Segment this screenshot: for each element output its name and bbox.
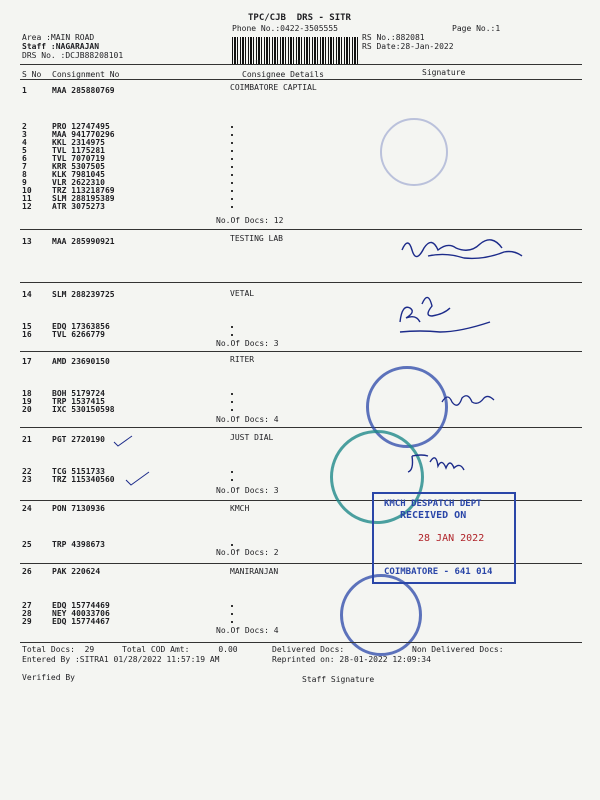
phone-number: Phone No.:0422-3505555 [232,24,338,33]
consignee-dot [231,182,233,184]
group-divider [20,351,582,352]
docs-count: No.Of Docs: 4 [216,626,279,635]
row-number: 24 [22,504,32,513]
consignee-name: MANIRANJAN [230,567,279,576]
row-number: 7 [22,162,27,171]
consignee-name: KMCH [230,504,250,513]
consignee-dot [231,134,233,136]
consignee-name: JUST DIAL [230,433,274,442]
consignee-dot [231,150,233,152]
consignment-number: PAK 220624 [52,567,101,576]
consignment-number: EDQ 15774467 [52,617,110,626]
consignment-number: PON 7130936 [52,504,105,513]
signature-just-dial [402,448,482,478]
consignment-number: KLK 7981045 [52,170,105,179]
consignment-number: VLR 2622310 [52,178,105,187]
consignment-number: BOH 5179724 [52,389,105,398]
company-seal-stamp [380,118,448,186]
kmch-stamp-city: COIMBATORE - 641 014 [384,567,493,577]
consignee-dot [231,605,233,607]
column-sno: S No [22,70,42,79]
consignee-dot [231,409,233,411]
consignment-number: TRZ 115340560 [52,475,115,484]
row-number: 16 [22,330,32,339]
kmch-stamp-line1: KMCH DESPATCH DEPT [384,499,482,509]
kmch-stamp-line2: RECEIVED ON [400,510,467,521]
consignee-dot [231,613,233,615]
consignment-number: KKL 2314975 [52,138,105,147]
consignment-number: TRZ 113218769 [52,186,115,195]
docs-count: No.Of Docs: 12 [216,216,284,225]
row-number: 15 [22,322,32,331]
consignment-number: AMD 23690150 [52,357,110,366]
column-divider [20,79,582,80]
row-number: 8 [22,170,27,179]
consignee-dot [231,471,233,473]
docs-count: No.Of Docs: 4 [216,415,279,424]
consignee-dot [231,621,233,623]
consignee-name: VETAL [230,289,255,298]
consignment-number: MAA 285990921 [52,237,115,246]
staff-label: Staff :NAGARAJAN [22,42,100,51]
row-number: 11 [22,194,32,203]
consignee-name: COIMBATORE CAPTIAL [230,83,317,92]
consignee-dot [231,198,233,200]
consignment-number: SLM 288195389 [52,194,115,203]
row-number: 20 [22,405,32,414]
rs-number: RS No.:882081 [362,33,425,42]
consignee-dot [231,401,233,403]
group-divider [20,282,582,283]
non-delivered-docs: Non Delivered Docs: [412,645,504,654]
group-divider [20,427,582,428]
consignment-number: SLM 288239725 [52,290,115,299]
delivered-docs: Delivered Docs: [272,645,345,654]
total-docs: Total Docs: 29 [22,645,95,654]
row-number: 3 [22,130,27,139]
consignee-dot [231,393,233,395]
consignment-number: TRP 1537415 [52,397,105,406]
column-signature: Signature [422,68,466,77]
docs-count: No.Of Docs: 3 [216,339,279,348]
consignment-number: TVL 1175281 [52,146,105,155]
row-number: 4 [22,138,27,147]
row-number: 18 [22,389,32,398]
consignee-name: TESTING LAB [230,234,283,243]
kmch-received-stamp [372,492,516,584]
column-consignment: Consignment No [52,70,120,79]
row-number: 12 [22,202,32,211]
consignee-dot [231,206,233,208]
rs-date: RS Date:28-Jan-2022 [362,42,454,51]
consignment-number: KRR 5307505 [52,162,105,171]
row-number: 5 [22,146,27,155]
signature-vetal [392,292,512,338]
consignee-dot [231,158,233,160]
row-number: 22 [22,467,32,476]
consignee-dot [231,334,233,336]
tick-mark [124,470,152,488]
footer-divider [20,642,582,643]
consignment-number: TVL 7070719 [52,154,105,163]
consignment-number: PRO 12747495 [52,122,110,131]
row-number: 9 [22,178,27,187]
document-title: TPC/CJB DRS - SITR [248,13,351,23]
consignment-number: EDQ 15774469 [52,601,110,610]
kmch-stamp-date: 28 JAN 2022 [418,533,485,544]
row-number: 2 [22,122,27,131]
reprinted-on: Reprinted on: 28-01-2022 12:09:34 [272,655,431,664]
consignee-dot [231,166,233,168]
consignee-dot [231,126,233,128]
consignment-number: TVL 6266779 [52,330,105,339]
row-number: 6 [22,154,27,163]
row-number: 23 [22,475,32,484]
consignee-name: RITER [230,355,255,364]
consignee-dot [231,326,233,328]
consignment-number: ATR 3075273 [52,202,105,211]
consignee-dot [231,479,233,481]
row-number: 14 [22,290,32,299]
consignment-number: PGT 2720190 [52,435,105,444]
row-number: 1 [22,86,27,95]
area-label: Area :MAIN ROAD [22,33,95,42]
row-number: 28 [22,609,32,618]
verified-by: Verified By [22,673,75,682]
consignment-number: MAA 285880769 [52,86,115,95]
consignment-number: TRP 4398673 [52,540,105,549]
consignment-number: IXC 530150598 [52,405,115,414]
signature-testing-lab [398,232,558,262]
docs-count: No.Of Docs: 3 [216,486,279,495]
docs-count: No.Of Docs: 2 [216,548,279,557]
row-number: 19 [22,397,32,406]
column-consignee: Consignee Details [242,70,324,79]
staff-signature: Staff Signature [302,675,375,684]
consignee-dot [231,142,233,144]
consignee-dot [231,544,233,546]
row-number: 25 [22,540,32,549]
group-divider [20,229,582,230]
consignment-number: MAA 941770296 [52,130,115,139]
row-number: 13 [22,237,32,246]
maniranjan-stamp [340,574,422,656]
consignee-dot [231,190,233,192]
row-number: 29 [22,617,32,626]
signature-riter [440,390,500,410]
consignee-dot [231,174,233,176]
drs-number: DRS No. :DCJB88208101 [22,51,124,60]
entered-by: Entered By :SITRA1 01/28/2022 11:57:19 AM [22,655,220,664]
row-number: 21 [22,435,32,444]
tick-mark [112,434,136,448]
consignment-number: EDQ 17363856 [52,322,110,331]
row-number: 17 [22,357,32,366]
barcode-image [232,37,358,65]
total-cod: Total COD Amt: 0.00 [122,645,238,654]
page-number: Page No.:1 [452,24,501,33]
header-divider [20,64,582,65]
row-number: 27 [22,601,32,610]
consignment-number: NEY 40033706 [52,609,110,618]
row-number: 26 [22,567,32,576]
row-number: 10 [22,186,32,195]
consignment-number: TCG 5151733 [52,467,105,476]
